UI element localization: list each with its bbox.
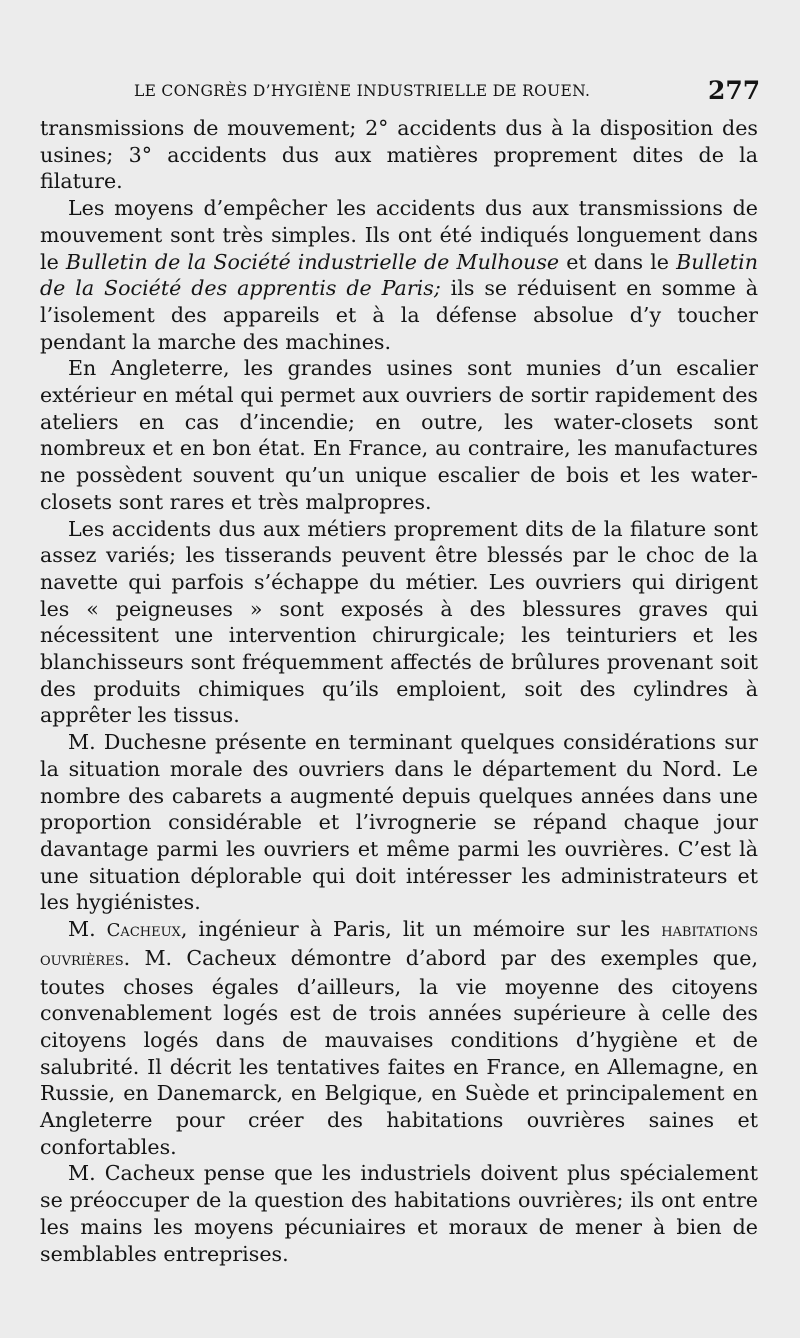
running-header <box>0 76 800 106</box>
memoir-title-smallcaps: habitations ouvrières <box>40 920 758 970</box>
page-number: 277 <box>708 76 761 105</box>
paragraph-transmissions <box>40 195 758 355</box>
text-span: Les moyens d’empêcher les accidents dus aux transmissions de mouvement sont très simples. Ils ont été indiqués longuement dans le <box>40 196 758 274</box>
paragraph-accidents-metiers: Les accidents dus aux métiers proprement dits de la filature sont assez variés; les tisserands peuvent être blessés par le choc de la navette qui parfois s’échappe du métier. Les ouvriers qui dirigent les « peigneuses » sont exposés à des blessures graves qui nécessitent une intervention chirurgicale; les teinturiers et les blanchisseurs sont fréquemment affectés de brûlures provenant soit des produits chimiques qu’ils emploient, soit des cylindres à apprêter les tissus. <box>40 516 758 728</box>
bulletin-mulhouse-title: Bulletin de la Société industrielle de Mulhouse <box>65 249 560 274</box>
text-span: et dans le <box>559 249 677 274</box>
text-span: . M. Cacheux démontre d’abord par des exemples que, toutes choses égales d’ailleurs, la vie moyenne des citoyens convenablement logés est de trois années supérieure à celle des citoyens logés dans de mauvaises conditions d’hygiène et de salubrité. Il décrit les tentatives faites en France, en Allemagne, en Russie, en Danemarck, en Belgique, en Suède et principalement en Angleterre pour créer des habitations ouvrières saines et confortables. <box>40 945 758 1159</box>
bulletin-apprentis-title: Bulletin de la Société des apprentis de Paris; <box>40 249 758 301</box>
paragraph-cacheux-memoire <box>40 916 758 1160</box>
paragraph-duchesne: M. Duchesne présente en terminant quelques considérations sur la situation morale des ouvriers dans le département du Nord. Le nombre des cabarets a augmenté depuis quelques années dans une proportion considérable et l’ivrognerie se répand chaque jour davantage parmi les ouvriers et même parmi les ouvrières. C’est là une situation déplorable qui doit intéresser les administrateurs et les hygiénistes. <box>40 730 758 915</box>
paragraph-cacheux-industriels: M. Cacheux pense que les industriels doivent plus spécialement se préoccuper de la question des habitations ouvrières; ils ont entre les mains les moyens pécuniaires et moraux de mener à bien de semblables entreprises. <box>40 1161 758 1266</box>
text-span: ils se réduisent en somme à l’isolement des appareils et à la défense absolue d’y toucher pendant la marche des machines. <box>40 276 758 354</box>
text-span: , ingénieur à Paris, lit un mémoire sur les <box>180 917 662 942</box>
paragraph-continued: transmissions de mouvement; 2° accidents dus à la disposition des usines; 3° accidents dus aux matières proprement dites de la filature. <box>40 116 758 194</box>
author-name-smallcaps: Cacheux <box>106 920 181 942</box>
running-title: LE CONGRÈS D’HYGIÈNE INDUSTRIELLE DE ROUEN. <box>134 82 591 100</box>
paragraph-angleterre: En Angleterre, les grandes usines sont munies d’un escalier extérieur en métal qui permet aux ouvriers de sortir rapidement des ateliers en cas d’incendie; en outre, les water-closets sont nombreux et en bon état. En France, au contraire, les manufactures ne possèdent souvent qu’un unique escalier de bois et les water-closets sont rares et très malpropres. <box>40 356 758 514</box>
text-span: M. <box>68 917 107 942</box>
body-text <box>40 115 758 1267</box>
